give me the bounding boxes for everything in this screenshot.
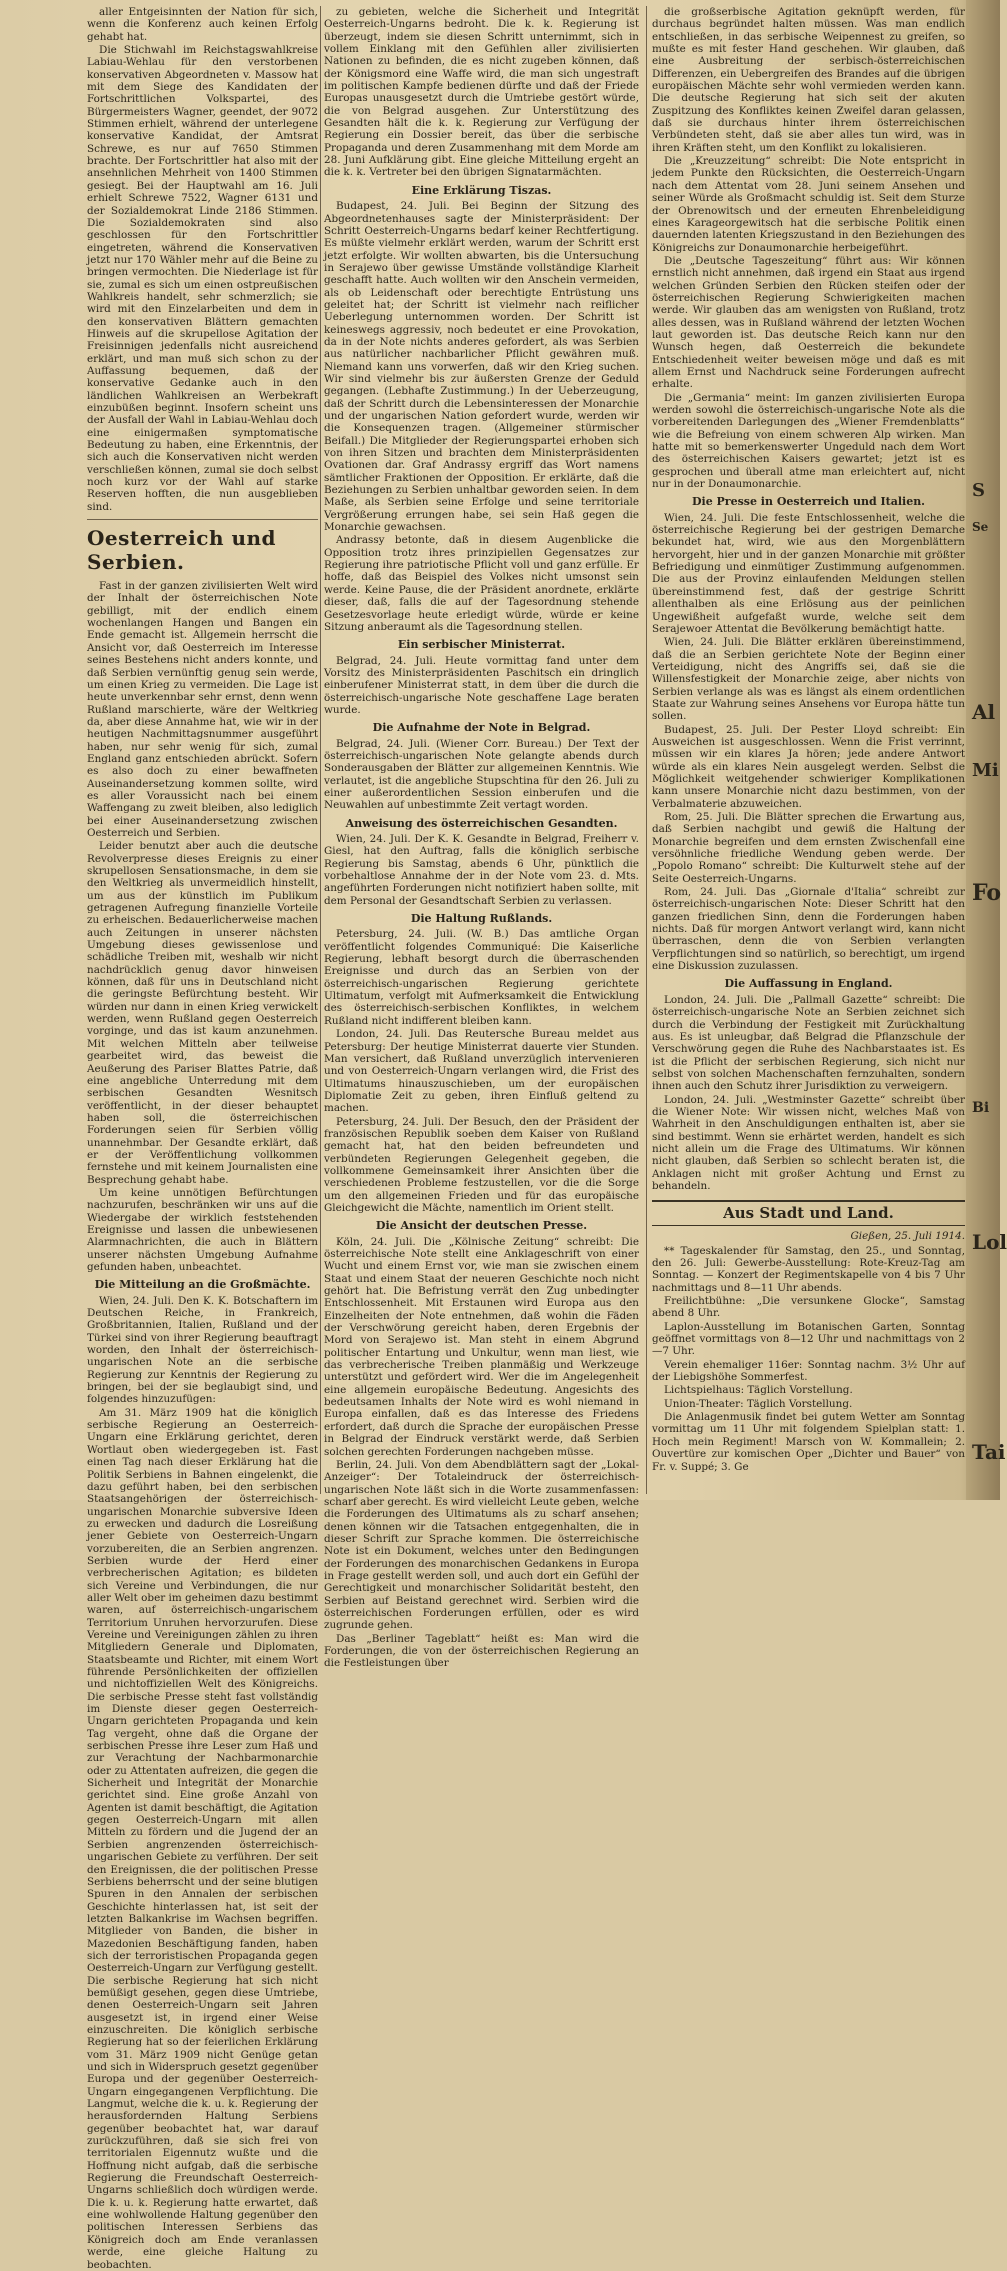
edge-fragment: Lol (972, 1230, 1007, 1254)
paragraph: Wien, 24. Juli. Den K. K. Botschaftern im Deutschen Reiche, in Frankreich, Großbritannien, Italien, Rußland und der Türkei sind von ihrer Regierung beauftragt worden, den Inhalt der österreichisch-ungarischen Note an die serbische Regierung zur Kenntnis der Regierung zu bringen, bei der sie beglaubigt sind, und folgendes hinzuzufügen: (87, 1294, 318, 1406)
paragraph: Um keine unnötigen Befürchtungen nachzurufen, beschränken wir uns auf die Wiedergabe der wirklich feststehenden Ereignisse und lassen die unbewiesenen Alarmnachrichten, die auch in Blättern unserer nächsten Umgebung Aufnahme gefunden haben, unbeachtet. (87, 1186, 318, 1273)
paragraph: ** Tageskalender für Samstag, den 25., und Sonntag, den 26. Juli: Gewerbe-Ausstellung: Rote-Kreuz-Tag am Sonntag. — Konzert der Regimentskapelle von 4 bis 7 Uhr nachmittags und 8—11 Uhr abends. (652, 1244, 965, 1294)
paragraph: Verein ehemaliger 116er: Sonntag nachm. 3½ Uhr auf der Liebigshöhe Sommerfest. (652, 1358, 965, 1384)
paragraph: zu gebieten, welche die Sicherheit und Integrität Oesterreich-Ungarns bedroht. Die k. k. Regierung ist überzeugt, indem sie diesen Schritt unternimmt, sich in vollem Einklang mit den Gefühlen aller zivilisierten Nationen zu befinden, die es nicht zugeben können, daß der Königsmord eine Waffe wird, die man sich ungestraft im politischen Kampfe bedienen dürfte und daß der Friede Europas unausgesetzt durch die Umtriebe gestört würde, die von Belgrad ausgehen. Zur Unterstützung des Gesandten hält die k. k. Regierung zur Verfügung der Regierung ein Dossier bereit, das über die serbische Propaganda und deren Zusammenhang mit dem Morde am 28. Juni Aufklärung gibt. Eine gleiche Mitteilung ergeht an die k. k. Vertreter bei den übrigen Signatarmächten. (324, 6, 639, 179)
paragraph: Andrassy betonte, daß in diesem Augenblicke die Opposition trotz ihres prinzipiellen Gegensatzes zur Regierung ihre patriotische Pflicht voll und ganz erfülle. Er hoffe, daß das Beispiel des Volkes nicht umsonst sein werde. Keine Pause, die der Präsident anordnete, erklärte dieser, daß, falls die auf der Tagesordnung stehende Gesetzesvorlage heute erledigt würde, würde er keine Sitzung anberaumt als die Tagesordnung stellen. (324, 534, 639, 633)
section-heading: Die Presse in Oesterreich und Italien. (691, 495, 926, 509)
paragraph: London, 24. Juli. Das Reutersche Bureau meldet aus Petersburg: Der heutige Ministerrat dauerte vier Stunden. Man versichert, daß Rußland unverzüglich intervenieren und von Oesterreich-Ungarn verlangen wird, die Frist des Ultimatums hinauszuschieben, um der europäischen Diplomatie Zeit zu geben, ihren Einfluß geltend zu machen. (324, 1028, 639, 1115)
section-heading: Die Haltung Rußlands. (410, 912, 553, 926)
paragraph: Laplon-Ausstellung im Botanischen Garten, Sonntag geöffnet vormittags von 8—12 Uhr und nachmittags von 2—7 Uhr. (652, 1320, 965, 1358)
section-heading: Eine Erklärung Tiszas. (411, 183, 552, 197)
section-heading: Die Auffassung in England. (724, 977, 893, 991)
paragraph: Petersburg, 24. Juli. (W. B.) Das amtliche Organ veröffentlicht folgendes Communiqué: Die Kaiserliche Regierung, lebhaft besorgt durch die überraschenden Ereignisse und durch das an Serbien von der österreichisch-ungarischen Regierung gerichtete Ultimatum, verfolgt mit Aufmerksamkeit die Entwicklung des österreichisch-serbischen Konfliktes, in welchem Rußland nicht indifferent bleiben kann. (324, 928, 639, 1027)
edge-fragment: S (972, 480, 985, 501)
column-divider (646, 6, 647, 1494)
paragraph: Wien, 24. Juli. Die Blätter erklären übereinstimmend, daß die an Serbien gerichtete Note der Beginn einer Verteidigung, nicht des Angriffs sei, daß sie die Willensfestigkeit der Monarchie zeige, aber nichts von Serbien verlange als was es längst als einem ordentlichen Staate zur Wahrung seines Ansehens vor Europa hätte tun sollen. (652, 636, 965, 723)
article-title: Oesterreich und Serbien. (87, 519, 318, 574)
paragraph: Belgrad, 24. Juli. Heute vormittag fand unter dem Vorsitz des Ministerpräsidenten Paschitsch ein dringlich einberufener Ministerrat statt, in dem über die durch die österreichisch-ungarische Note geschaffene Lage beraten wurde. (324, 654, 639, 716)
paragraph: Die Anlagenmusik findet bei gutem Wetter am Sonntag vormittag um 11 Uhr mit folgendem Spielplan statt: 1. Hoch mein Regiment! Marsch von W. Kommallein; 2. Ouvertüre zur komischen Oper „Dichter und Bauer“ von Fr. v. Suppé; 3. Ge (652, 1411, 965, 1473)
paragraph: aller Entgeisinnten der Nation für sich, wenn die Konferenz auch keinen Erfolg gehabt hat. (87, 6, 318, 43)
paragraph: Budapest, 24. Juli. Bei Beginn der Sitzung des Abgeordnetenhauses sagte der Ministerpräsident: Der Schritt Oesterreich-Ungarns bedarf keiner Rechtfertigung. Es müßte vielmehr erklärt werden, warum der Schritt erst jetzt erfolgte. Wir wollten abwarten, bis die Untersuchung in Serajewo über gewisse Umstände vollständige Klarheit geschafft hatte. Auch wollten wir den Anschein vermeiden, als ob Leidenschaft oder berechtigte Entrüstung uns geleitet hat; der Schritt ist vielmehr nach reiflicher Ueberlegung unternommen worden. Der Schritt ist keineswegs aggressiv, noch bedeutet er eine Provokation, da in der Note nichts anderes gefordert, als was Serbien aus natürlicher nachbarlicher Pflicht gewähren muß. Niemand kann uns vorwerfen, daß wir den Krieg suchen. Wir sind vielmehr bis zur äußersten Grenze der Geduld gegangen. (Lebhafte Zustimmung.) In der Ueberzeugung, daß der Schritt durch die Lebensinteressen der Monarchie und der ungarischen Nation gefordert wurde, werden wir die Konsequenzen tragen. (Allgemeiner stürmischer Beifall.) Die Mitglieder der Regierungspartei erhoben sich von ihren Sitzen und brachten dem Ministerpräsidenten Ovationen dar. Graf Andrassy ergriff das Wort namens sämtlicher Fraktionen der Opposition. Er erklärte, daß die Beziehungen zu Serbien unhaltbar geworden seien. In dem Maße, als Serbien seine Erfolge und seine territoriale Vergrößerung errungen habe, sei sein Haß gegen die Monarchie gewachsen. (324, 200, 639, 534)
dateline: Gießen, 25. Juli 1914. (850, 1230, 965, 1243)
intro-section (87, 6, 318, 513)
paragraph: Union-Theater: Täglich Vorstellung. (664, 1397, 853, 1410)
edge-fragment: Al (972, 700, 996, 724)
paragraph: Belgrad, 24. Juli. (Wiener Corr. Bureau.) Der Text der österreichisch-ungarischen Note gelangte abends durch Sonderausgaben der Blätter zur allgemeinen Kenntnis. Wie verlautet, ist die angebliche Stupschtina für den 26. Juli zu einer außerordentlichen Session einberufen und die Neuwahlen auf unbestimmte Zeit vertagt worden. (324, 737, 639, 812)
edge-fragment: Fo (972, 880, 1002, 906)
paragraph: Fast in der ganzen zivilisierten Welt wird der Inhalt der österreichischen Note gebilligt, mit der endlich einem wochenlangen Hangen und Bangen ein Ende gemacht ist. Allgemein herrscht die Ansicht vor, daß Oesterreich im Interesse seines Bestehens nicht anders konnte, und daß Serbien vernünftig genug sein werde, um einen Krieg zu vermeiden. Die Lage ist heute unverkennbar sehr ernst, denn wenn Rußland marschierte, wäre der Weltkrieg da, aber diese Annahme hat, wie wir in der heutigen Nachmittagsnummer ausgeführt haben, nur sehr wenig für sich, zumal England ganz entschieden abrückt. Sofern es also doch zu einer bewaffneten Auseinandersetzung kommen sollte, wird es aller Voraussicht nach bei einem Waffengang zu zweit bleiben, also lediglich bei einer Auseinandersetzung zwischen Oesterreich und Serbien. (87, 580, 318, 839)
paragraph: Wien, 24. Juli. Der K. K. Gesandte in Belgrad, Freiherr v. Giesl, hat den Auftrag, falls die königlich serbische Regierung bis Samstag, abends 6 Uhr, pünktlich die vorbehaltlose Annahme der in der Note vom 23. d. Mts. angeführten Forderungen nicht notifiziert haben sollte, mit dem Personal der Gesandtschaft Serbien zu verlassen. (324, 833, 639, 907)
section-heading: Anweisung des österreichischen Gesandten. (345, 816, 618, 830)
paragraph: Lichtspielhaus: Täglich Vorstellung. (664, 1384, 853, 1397)
paragraph: London, 24. Juli. „Westminster Gazette“ schreibt über die Wiener Note: Wir wissen nicht, welches Maß von Wahrheit in den Anschuldigungen enthalten ist, aber sie sind bestimmt. Wenn sie erhärtet werden, handelt es sich nicht allein um die Frage des Ultimatums. Wir können nicht glauben, daß Serbien so schlecht beraten ist, die Anklagen nicht mit großer Achtung und Ernst zu behandeln. (652, 1093, 965, 1192)
paragraph: Die „Deutsche Tageszeitung“ führt aus: Wir können ernstlich nicht annehmen, daß irgend ein Staat aus irgend welchen Gründen Serbien den Rücken steifen oder der österreichischen Regierung Schwierigkeiten machen werde. Wir glauben das am wenigsten von Rußland, trotz alles dessen, was in Rußland während der letzten Wochen laut geworden ist. Das deutsche Reich kann nur den Wunsch hegen, daß Oesterreich die bekundete Entschiedenheit weiter beweisen möge und daß es mit allem Ernst und Nachdruck seine Forderungen aufrecht erhalte. (652, 254, 965, 391)
paragraph: Petersburg, 24. Juli. Der Besuch, den der Präsident der französischen Republik soeben dem Kaiser von Rußland gemacht hat, hat den beiden befreundeten und verbündeten Regierungen Gelegenheit gegeben, die vollkommene Gemeinsamkeit ihrer Ansichten über die verschiedenen Probleme festzustellen, vor die die Sorge um den allgemeinen Frieden und für das europäische Gleichgewicht die Mächte, namentlich im Orient stellt. (324, 1115, 639, 1214)
edge-fragment: Se (972, 520, 989, 534)
paragraph: Am 31. März 1909 hat die königlich serbische Regierung an Oesterreich-Ungarn eine Erklärung gerichtet, deren Wortlaut oben wiedergegeben ist. Fast einen Tag nach dieser Erklärung hat die Politik Serbiens in Bahnen eingelenkt, die dazu geführt haben, bei den serbischen Staatsangehörigen der österreichisch-ungarischen Monarchie subversive Ideen zu erwecken und dadurch die Losreißung jener Gebiete von Oesterreich-Ungarn vorzubereiten, die an Serbien angrenzen. Serbien wurde der Herd einer verbrecherischen Agitation; es bildeten sich Vereine und Verbindungen, die nur aller Welt ober im geheimen dazu bestimmt waren, auf österreichisch-ungarischem Territorium Unruhen hervorzurufen. Diese Vereine und Vereinigungen zählen zu ihren Mitgliedern Generale und Diplomaten, Staatsbeamte und Richter, mit einem Wort führende Persönlichkeiten der offiziellen und nichtoffiziellen Welt des Königreichs. Die serbische Presse steht fast vollständig im Dienste dieser gegen Oesterreich-Ungarn gerichteten Propaganda und kein Tag vergeht, ohne daß die Organe der serbischen Presse ihre Leser zum Haß und zur Verachtung der Nachbarmonarchie oder zu Attentaten aufreizen, die gegen die Sicherheit und Integrität der Monarchie gerichtet sind. Eine große Anzahl von Agenten ist damit beschäftigt, die Agitation gegen Oesterreich-Ungarn mit allen Mitteln zu fördern und die Jugend der an Serbien angrenzenden österreichisch-ungarischen Gebiete zu verführen. Der seit den Ereignissen, die der politischen Presse Serbiens beherrscht und der seine blutigen Spuren in den Annalen der serbischen Geschichte hinterlassen hat, ist seit der letzten Balkankrise im Wachsen begriffen. Mitglieder von Banden, die bisher in Mazedonien Beschäftigung fanden, haben sich der terroristischen Propaganda gegen Oesterreich-Ungarn zur Verfügung gestellt. Die serbische Regierung hat sich nicht bemüßigt gesehen, gegen diese Umtriebe, denen Oesterreich-Ungarn seit Jahren ausgesetzt ist, in irgend einer Weise einzuschreiten. Die königlich serbische Regierung hat so der feierlichen Erklärung vom 31. März 1909 nicht Genüge getan und sich in Widerspruch gesetzt gegenüber Europa und der gegenüber Oesterreich-Ungarn eingegangenen Verpflichtung. Die Langmut, welche die k. u. k. Regierung der herausfordernden Haltung Serbiens gegenüber beobachtet hat, war darauf zurückzuführen, daß sie sich frei von territorialen Eigennutz wußte und die Hoffnung nicht aufgab, daß die serbische Regierung die Freundschaft Oesterreich-Ungarns schließlich doch würdigen werde. Die k. u. k. Regierung hatte erwartet, daß eine wohlwollende Haltung gegenüber den politischen Interessen Serbiens das Königreich doch am Ende veranlassen werde, eine gleiche Haltung zu beobachten. (87, 1406, 318, 2271)
paragraph: Die Stichwahl im Reichstagswahlkreise Labiau-Wehlau für den verstorbenen konservativen Abgeordneten v. Massow hat mit dem Siege des Kandidaten der Fortschrittlichen Volkspartei, des Bürgermeisters Wagner, geendet, der 9072 Stimmen erhielt, während der unterlegene konservative Kandidat, der Amtsrat Schrewe, es nur auf 7650 Stimmen brachte. Der Fortschrittler hat also mit der ansehnlichen Mehrheit von 1400 Stimmen gesiegt. Bei der Hauptwahl am 16. Juli erhielt Schrewe 7522, Wagner 6131 und der Sozialdemokrat Linde 2186 Stimmen. Die Sozialdemokraten sind also geschlossen für den Fortschrittler eingetreten, während die Konservativen jetzt nur 170 Wähler mehr auf die Beine zu bringen vermochten. Die Niederlage ist für sie, zumal es sich um einen ostpreußischen Wahlkreis handelt, sehr schmerzlich; sie wird mit den Einzelarbeiten und dem in den konservativen Blättern gemachten Hinweis auf die skrupellose Agitation der Freisinnigen jedenfalls nicht ausreichend erklärt, und man muß sich schon zu der Auffassung bequemen, daß der konservative Gedanke auch in den ländlichen Wahlkreisen an Werbekraft einzubüßen beginnt. Insofern scheint uns der Ausfall der Wahl in Labiau-Wehlau doch eine einigermaßen symptomatische Bedeutung zu haben, eine Erkenntnis, der sich auch die Konservativen nicht werden verschließen können, zumal sie doch selbst noch kurz vor der Wahl auf starke Reserven hofften, die nun ausgeblieben sind. (87, 44, 318, 513)
section-heading: Ein serbischer Ministerrat. (397, 638, 566, 652)
paragraph: Das „Berliner Tageblatt“ heißt es: Man wird die Forderungen, die von der österreichischen Regierung an die Festleistungen über (324, 1632, 639, 1670)
paragraph: Rom, 25. Juli. Die Blätter sprechen die Erwartung aus, daß Serbien nachgibt und gewiß die Haltung der Monarchie begreifen und dem ernsten Zwischenfall eine versöhnliche friedliche Wendung geben werde. Der „Popolo Romano“ schreibt: Die Kulturwelt stehe auf der Seite Oesterreich-Ungarns. (652, 811, 965, 885)
column-divider (320, 6, 321, 1494)
paragraph: Köln, 24. Juli. Die „Kölnische Zeitung“ schreibt: Die österreichische Note stellt eine Anklageschrift von einer Wucht und einem Ernst vor, wie man sie zwischen einem Staat und einem Staat der neueren Geschichte noch nicht gehört hat. Die Befristung verrät den Zug unbedingter Entschlossenheit. Mit Erstaunen wird Europa aus den Einzelheiten der Note entnehmen, daß wohin die Fäden der Verschwörung gereicht haben, deren Ergebnis der Mord von Serajewo ist. Man steht in einem Abgrund politischer Entartung und Unkultur, wenn man liest, wie das verbrecherische Treiben planmäßig und Werkzeuge unterstützt und gefördert wird. Wer die im Angelegenheit eine allgemein europäische Bedeutung. Angesichts des bedeutsamen Inhalts der Note wird es wohl niemand in Europa einfallen, daß es das Interesse des Friedens erfordert, daß durch die Sprache der europäischen Presse in Belgrad der Eindruck verstärkt werde, daß Serbien solchen gerechten Forderungen nachgeben müsse. (324, 1235, 639, 1458)
paragraph: Wien, 24. Juli. Die feste Entschlossenheit, welche die österreichische Regierung bei der gestrigen Demarche bekundet hat, wird, wie aus den Morgenblättern hervorgeht, hier und in der ganzen Monarchie mit größter Befriedigung und einmütiger Zustimmung aufgenommen. Die aus der Provinz einlaufenden Meldungen stellen übereinstimmend fest, daß der gestrige Schritt allenthalben als eine Erlösung aus der peinlichen Ungewißheit aufgefaßt wurde, welche seit dem Serajewoer Attentat die Bevölkerung bemächtigt hatte. (652, 511, 965, 635)
local-news-heading: Aus Stadt und Land. (652, 1200, 965, 1226)
paragraph: die großserbische Agitation geknüpft werden, für durchaus begründet halten müssen. Was man endlich entschließen, in das serbische Weipennest zu greifen, so mußte es mit fester Hand geschehen. Wir glauben, daß eine Ausbreitung der serbisch-österreichischen Differenzen, ein Uebergreifen des Brandes auf die übrigen europäischen Mächte sehr wohl vermieden werden kann. Die deutsche Regierung hat sich seit der akuten Zuspitzung des Konfliktes keinen Zweifel daran gelassen, daß sie durchaus hinter ihrem österreichischen Verbündeten steht, daß sie aber alles tun wird, was in ihren Kräften steht, um den Konflikt zu lokalisieren. (652, 6, 965, 154)
section-heading: Die Aufnahme der Note in Belgrad. (372, 721, 591, 735)
paragraph: Freilichtbühne: „Die versunkene Glocke“, Samstag abend 8 Uhr. (652, 1295, 965, 1320)
column-2 (324, 6, 639, 1670)
paragraph: Die „Kreuzzeitung“ schreibt: Die Note entspricht in jedem Punkte den Rücksichten, die Oesterreich-Ungarn nach dem Attentat vom 28. Juni seinem Ansehen und seiner Würde als Großmacht schuldig ist. Seit dem Sturze der Obrenowitsch und der erneuten Ehrenbeleidigung eines Karageorgewitsch hat die serbische Politik einen dauernden latenten Kriegszustand in den Beziehungen des Königreichs zur Donaumonarchie herbeigeführt. (652, 155, 965, 254)
paragraph: Rom, 24. Juli. Das „Giornale d'Italia“ schreibt zur österreichisch-ungarischen Note: Dieser Schritt hat den ganzen friedlichen Sinn, denn die Forderungen haben nichts. Daß für morgen Antwort verlangt wird, kann nicht überraschen, denn die von Serbien verlangten Verpflichtungen sind so natürlich, so berechtigt, um irgend eine Diskussion zuzulassen. (652, 886, 965, 973)
paragraph: London, 24. Juli. Die „Pallmall Gazette“ schreibt: Die österreichisch-ungarische Note an Serbien zeichnet sich durch die Verbindung der Festigkeit mit Zurückhaltung aus. Es ist unleugbar, daß Belgrad die Pflanzschule der Verschwörung gegen die Ruhe des Nachbarstaates ist. Es ist die Pflicht der serbischen Regierung, sich nicht nur selbst von solchen Machenschaften fernzuhalten, sondern ihnen auch den Schutz ihrer Jurisdiktion zu verweigern. (652, 993, 965, 1093)
edge-fragment: Mi (972, 760, 999, 781)
paragraph: Die „Germania“ meint: Im ganzen zivilisierten Europa werden sowohl die österreichisch-ungarische Note als die vorbereitenden Darlegungen des „Wiener Fremdenblatts“ wie die Befreiung von einem schweren Alp wirken. Man hatte mit so bemerkenswerter Ungeduld nach dem Wort des österreichischen Kaisers gewartet; jetzt ist es gesprochen und überall atme man erleichtert auf, nicht nur in der Donaumonarchie. (652, 391, 965, 491)
paragraph: Budapest, 25. Juli. Der Pester Lloyd schreibt: Ein Ausweichen ist ausgeschlossen. Wenn die Frist verrinnt, müssen wir ein klares Ja hören; jede andere Antwort würde als ein klares Nein ausgelegt werden. Selbst die Möglichkeit weitgehender schwieriger Komplikationen kann unsere Monarchie nicht dazu bestimmen, von der Verbalmaterie abzuweichen. (652, 723, 965, 810)
paragraph: Leider benutzt aber auch die deutsche Revolverpresse dieses Ereignis zu einer skrupellosen Sensationsmache, in dem sie den Weltkrieg als unvermeidlich hinstellt, um aus der künstlich im Publikum getragenen Aufregung finanzielle Vorteile zu erheischen. Bedauerlicherweise machen auch Zeitungen in unserer nächsten Umgebung dieses gewissenlose und schädliche Treiben mit, weshalb wir nicht nachdrücklich genug davor hinweisen können, daß für uns in Deutschland nicht die geringste Befürchtung besteht. Wir würden nur dann in einen Krieg verwickelt werden, wenn Rußland gegen Oesterreich vorginge, und das ist kaum anzunehmen. Mit welchen Mitteln aber teilweise gearbeitet wird, das beweist die Aeußerung des Pariser Blattes Patrie, daß eine angebliche Unterredung mit dem serbischen Gesandten Wesnitsch veröffentlicht, in der dieser behauptet haben soll, die österreichischen Forderungen seien für Serbien völlig unannehmbar. Der Gesandte erklärt, daß er der Veröffentlichung vollkommen fernstehe und mit keinem Journalisten eine Besprechung gehabt habe. (87, 840, 318, 1186)
adjacent-page-edge (966, 0, 1007, 1500)
edge-fragment: Bi (972, 1100, 990, 1116)
column-1 (87, 6, 318, 2271)
paragraph: Berlin, 24. Juli. Von dem Abendblättern sagt der „Lokal-Anzeiger“: Der Totaleindruck der österreichisch-ungarischen Note läßt sich in die Worte zusammenfassen: scharf aber gerecht. Es wird vielleicht Leute geben, welche die Forderungen des Ultimatums als zu scharf ansehen; denen können wir die Tatsachen entgegenhalten, die in dieser Schrift zur Sprache kommen. Die österreichische Note ist ein Dokument, welches unter den Bedingungen der Forderungen des monarchischen Gedankens in Europa in Frage gestellt werden soll, und auch dort ein Gefühl der Gerechtigkeit und monarchischer Solidarität besteht, den Serbien auf Beistand gerechnet wird. Serbien wird die österreichischen Forderungen erfüllen, oder es wird zugrunde gehen. (324, 1458, 639, 1632)
edge-fragment: Tai (972, 1440, 1006, 1464)
section-heading: Die Ansicht der deutschen Presse. (375, 1219, 588, 1233)
column-3 (652, 6, 965, 1494)
section-heading: Die Mitteilung an die Großmächte. (94, 1278, 311, 1292)
